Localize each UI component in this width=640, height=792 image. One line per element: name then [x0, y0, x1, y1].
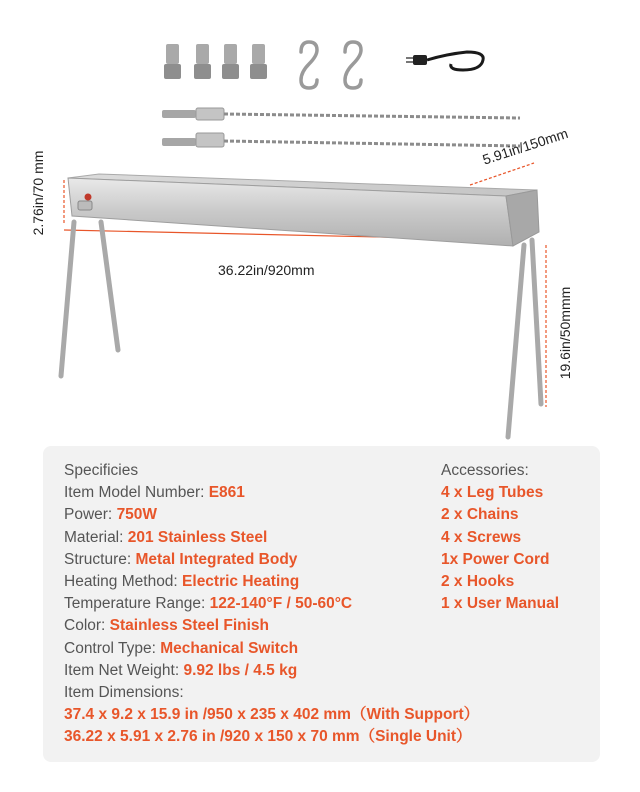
spec-row-color [64, 615, 464, 637]
spec-dimension-single-unit: 36.22 x 5.91 x 2.76 in /920 x 150 x 70 mm（Single Unit） [64, 728, 472, 746]
spec-label: Item Model Number: [64, 484, 209, 502]
spec-row-weight [64, 660, 464, 682]
hook-icon [301, 42, 317, 88]
legs [61, 222, 541, 437]
hooks [301, 42, 361, 88]
spec-row-power [64, 504, 464, 526]
specifications-panel [43, 446, 600, 762]
spec-label: Color: [64, 617, 110, 635]
spec-value: Electric Heating [182, 573, 300, 591]
accessory-item: 4 x Leg Tubes [441, 484, 544, 502]
height-dimension-label: 2.76in/70 mm [30, 150, 46, 236]
spec-heading: Specificies [64, 462, 139, 479]
chain-icon [162, 133, 520, 147]
spec-value: 9.92 lbs / 4.5 kg [183, 661, 298, 679]
spec-label: Control Type: [64, 639, 161, 657]
spec-dimension-with-support: 37.4 x 9.2 x 15.9 in /950 x 235 x 402 mm（With Support） [64, 706, 480, 724]
spec-row-temperature [64, 593, 464, 615]
spec-value: 201 Stainless Steel [127, 528, 268, 546]
screw-icon [222, 44, 239, 79]
spec-label: Item Net Weight: [64, 661, 184, 679]
spec-value: Metal Integrated Body [135, 550, 298, 568]
screw-icon [164, 44, 181, 79]
power-cord-icon [406, 52, 483, 70]
accessory-item: 1 x User Manual [441, 595, 560, 613]
spec-dimensions-heading: Item Dimensions: [64, 684, 184, 702]
spec-row-material [64, 527, 464, 549]
spec-value: 750W [116, 506, 158, 524]
chains [162, 108, 520, 147]
screw-icon [250, 44, 267, 79]
screws [164, 44, 267, 79]
chain-icon [162, 108, 520, 120]
spec-row-structure [64, 549, 464, 571]
accessory-item: 4 x Screws [441, 528, 522, 546]
spec-label: Power: [64, 506, 117, 524]
spec-value: Mechanical Switch [160, 639, 299, 657]
depth-dimension-label: 5.91in/150mm [480, 124, 570, 168]
switch-icon [85, 194, 92, 201]
spec-row-control [64, 638, 464, 660]
accessory-item: 1x Power Cord [441, 550, 550, 568]
spec-value: E861 [208, 484, 245, 502]
accessories-list [441, 460, 591, 615]
hook-icon [345, 42, 361, 88]
spec-label: Material: [64, 528, 128, 546]
accessory-item: 2 x Chains [441, 506, 519, 524]
spec-row-heating [64, 571, 464, 593]
spec-label: Structure: [64, 550, 136, 568]
width-dimension-label: 36.22in/920mm [218, 262, 315, 278]
spec-row-model [64, 482, 464, 504]
accessory-item: 2 x Hooks [441, 573, 515, 591]
accessories-heading: Accessories: [441, 462, 529, 479]
spec-value: 122-140°F / 50-60°C [209, 595, 353, 613]
spec-value: Stainless Steel Finish [109, 617, 270, 635]
leg-height-dimension-label: 19.6in/50mmm [557, 286, 573, 380]
screw-icon [194, 44, 211, 79]
spec-label: Heating Method: [64, 573, 183, 591]
spec-label: Temperature Range: [64, 595, 210, 613]
